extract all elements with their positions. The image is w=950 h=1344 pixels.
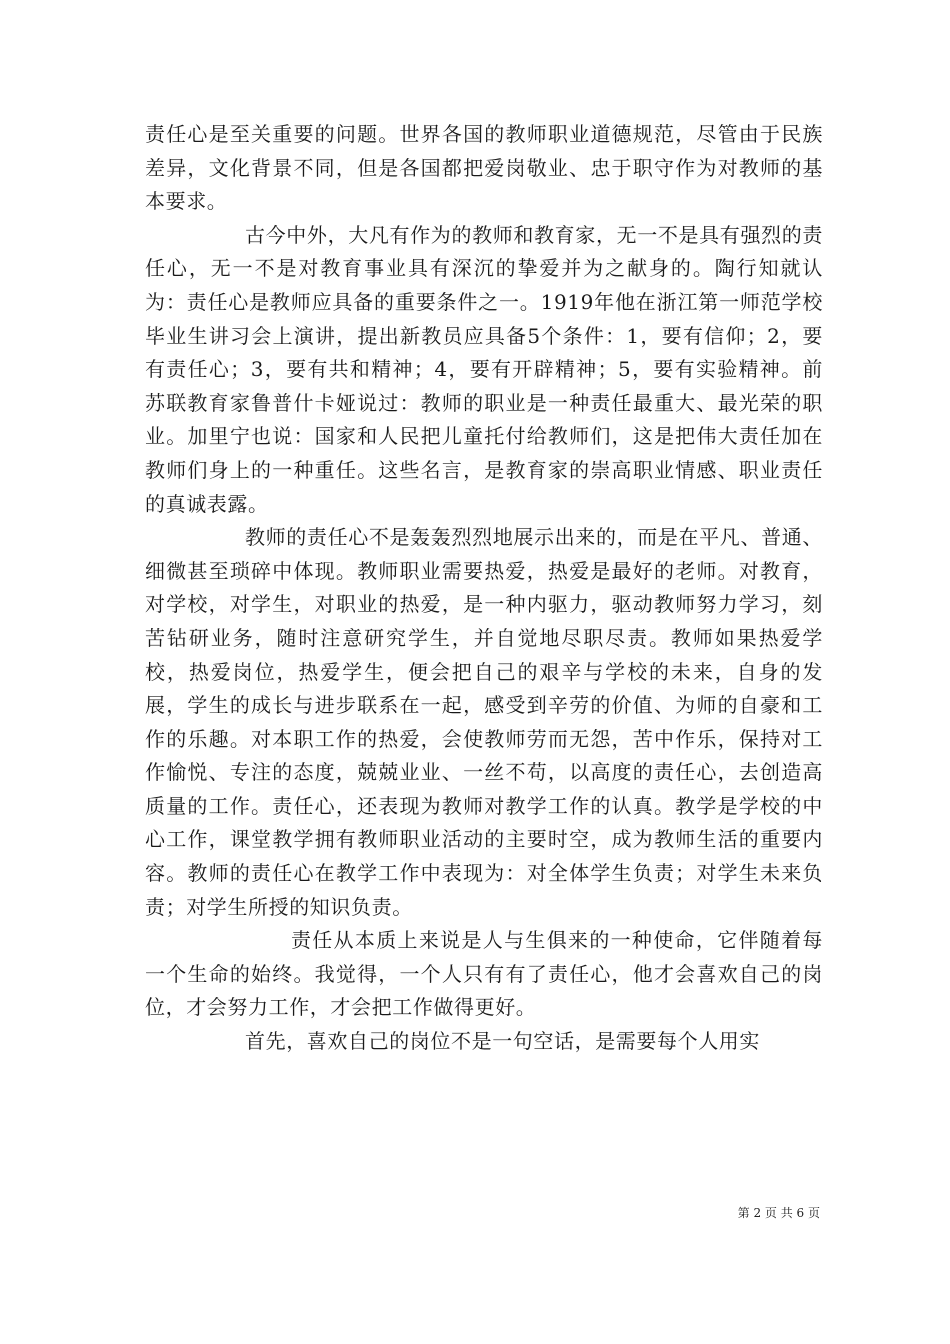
paragraph-2: 古今中外，大凡有作为的教师和教育家，无一不是具有强烈的责任心，无一不是对教育事业具有深沉的挚爱并为之献身的。陶行知就认为：责任心是教师应具备的重要条件之一。1919年他在浙江第一师范学校毕业生讲习会上演讲，提出新教员应具备5个条件：1，要有信仰；2，要有责任心；3，要有共和精神；4，要有开辟精神；5，要有实验精神。前苏联教育家鲁普什卡娅说过：教师的职业是一种责任最重大、最光荣的职业。加里宁也说：国家和人民把儿童托付给教师们，这是把伟大责任加在教师们身上的一种重任。这些名言，是教育家的崇高职业情感、职业责任的真诚表露。 xyxy=(145,222,823,516)
paragraph-3: 教师的责任心不是轰轰烈烈地展示出来的，而是在平凡、普通、细微甚至琐碎中体现。教师职业需要热爱，热爱是最好的老师。对教育，对学校，对学生，对职业的热爱，是一种内驱力，驱动教师努力学习，刻苦钻研业务，随时注意研究学生，并自觉地尽职尽责。教师如果热爱学校，热爱岗位，热爱学生，便会把自己的艰辛与学校的未来，自身的发展，学生的成长与进步联系在一起，感受到辛劳的价值、为师的自豪和工作的乐趣。对本职工作的热爱，会使教师劳而无怨，苦中作乐，保持对工作愉悦、专注的态度，兢兢业业、一丝不苟，以高度的责任心，去创造高质量的工作。责任心，还表现为教师对教学工作的认真。教学是学校的中心工作，课堂教学拥有教师职业活动的主要时空，成为教师生活的重要内容。教师的责任心在教学工作中表现为：对全体学生负责；对学生未来负责；对学生所授的知识负责。 xyxy=(145,525,823,919)
paragraph-4: 责任从本质上来说是人与生俱来的一种使命，它伴随着每一个生命的始终。我觉得，一个人只有有了责任心，他才会喜欢自己的岗位，才会努力工作，才会把工作做得更好。 xyxy=(145,928,823,1020)
paragraph-1: 责任心是至关重要的问题。世界各国的教师职业道德规范，尽管由于民族差异，文化背景不同，但是各国都把爱岗敬业、忠于职守作为对教师的基本要求。 xyxy=(145,122,823,214)
body-text xyxy=(145,118,823,1059)
paragraph-5: 首先，喜欢自己的岗位不是一句空话，是需要每个人用实 xyxy=(245,1029,760,1054)
page-number-footer: 第 2 页 共 6 页 xyxy=(737,1206,820,1220)
